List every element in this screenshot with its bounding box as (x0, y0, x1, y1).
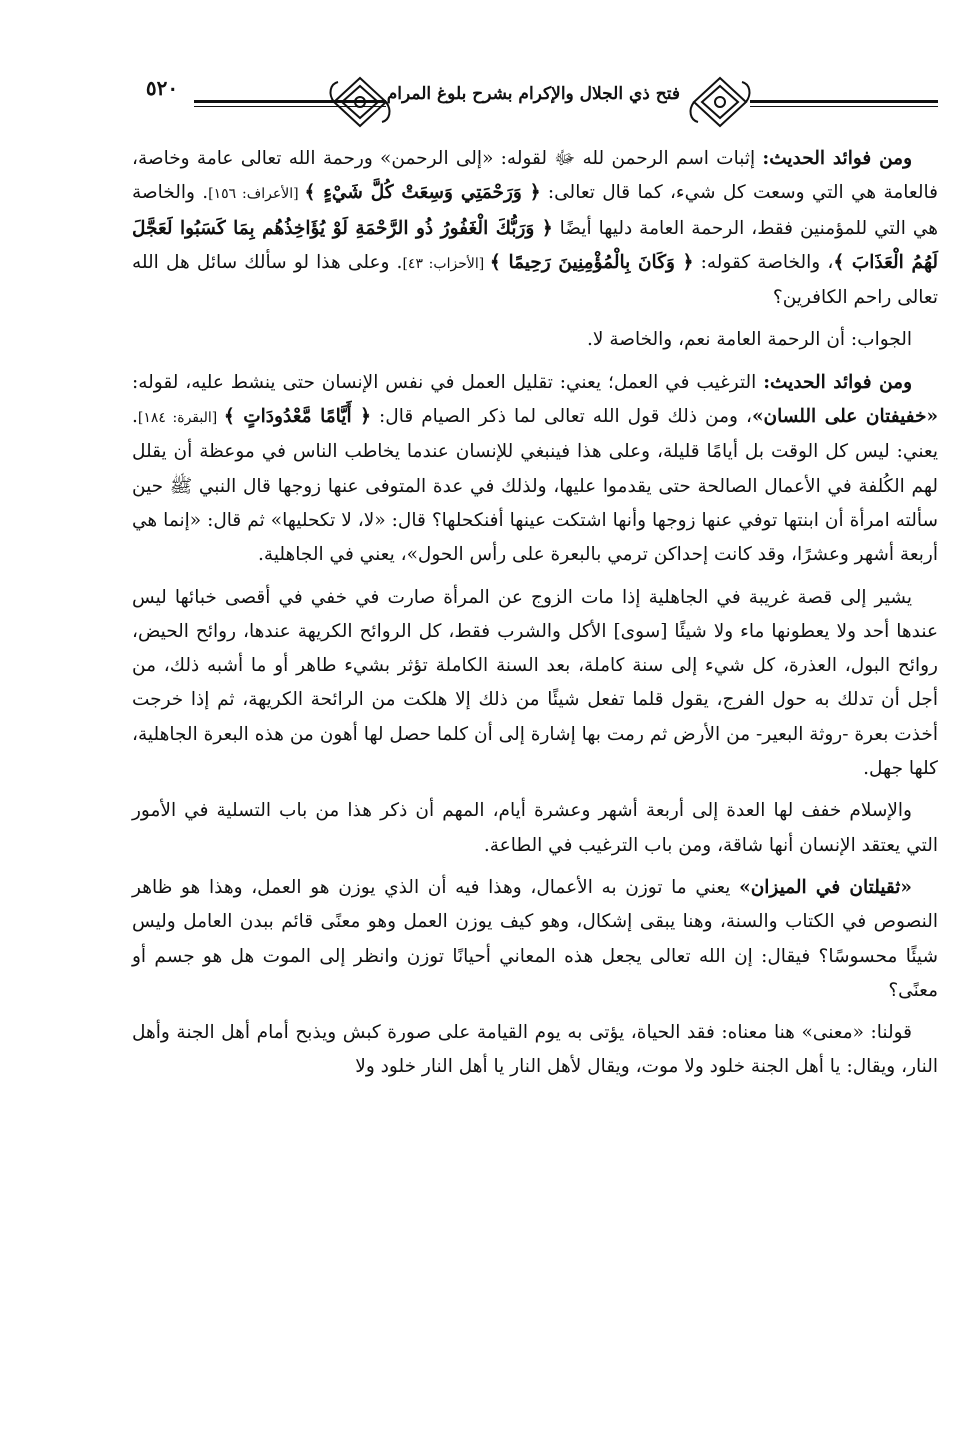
verse-reference: [البقرة: ١٨٤] (137, 410, 224, 427)
paragraph (132, 794, 938, 863)
quran-verse: ﴿ وَرَبُّكَ الْغَفُورُ ذُو الرَّحْمَةِ لَوْ يُؤَاخِذُهُم بِمَا كَسَبُوا لَعَجَّلَ لَهُمُ الْعَذَابَ ﴾ (132, 217, 939, 273)
paragraph-text: . وعلى هذا لو سألك سائل هل الله تعالى راحم الكافرين؟ (132, 251, 938, 309)
book-title: فتح ذي الجلال والإكرام بشرح بلوغ المرام (386, 84, 680, 104)
paragraph-text: إثبات اسم الرحمن لله ﷻ لقوله: «إلى الرحمن» ورحمة الله تعالى عامة وخاصة، فالعامة هي التي وسعت كل شيء، كما قال تعالى: (132, 148, 938, 204)
paragraph-text: ، ومن ذلك قول الله تعالى لما ذكر الصيام قال: (371, 406, 752, 428)
paragraph-text: الترغيب في العمل؛ يعني: تقليل العمل في نفس الإنسان حتى ينشط عليه، لقوله: (132, 371, 764, 393)
page-header (132, 62, 938, 132)
quran-verse: ﴿ وَرَحْمَتِي وَسِعَتْ كُلَّ شَيْءٍ ﴾ (304, 182, 541, 204)
verse-reference: [الأعراف: ١٥٦] (208, 186, 305, 203)
paragraph (132, 366, 938, 573)
page-number: ٥٢٠ (145, 76, 179, 100)
paragraph-lead: ومن فوائد الحديث: (762, 148, 913, 169)
paragraph (132, 1016, 938, 1085)
paragraph-text: الجواب: أن الرحمة العامة نعم، والخاصة لا. (587, 329, 912, 351)
paragraph-text: والإسلام خفف لها العدة إلى أربعة أشهر وعشرة أيام، المهم أن ذكر هذا من باب التسلية في الأمور التي يعتقد الإنسان أنها شاقة، ومن باب الترغيب في الطاعة. (132, 800, 938, 856)
paragraph (132, 142, 938, 315)
paragraph-text: ، والخاصة كقوله: (693, 251, 834, 273)
quran-verse: ﴿ وَكَانَ بِالْمُؤْمِنِينَ رَحِيمًا ﴾ (489, 251, 694, 273)
paragraph-lead: «ثقيلتان في الميزان» (739, 876, 912, 898)
paragraph (132, 871, 938, 1008)
paragraph-text: قولنا: «معنى» هنا معناه: فقد الحياة، يؤتى به يوم القيامة على صورة كبش ويذبح أمام أهل الجنة وأهل النار، ويقال: يا أهل الجنة خلود ولا موت، ويقال لأهل النار يا أهل النار خلود ولا (132, 1022, 938, 1078)
quran-verse: ﴿ أَيَّامًا مَّعْدُودَاتٍ ﴾ (223, 406, 372, 428)
paragraph-lead: ومن فوائد الحديث: (763, 371, 913, 393)
paragraph-text: يشير إلى قصة غريبة في الجاهلية إذا مات الزوج عن المرأة صارت في خفي في أقصى خبائها ليس عندها أحد ولا يعطونها ماء ولا شيئًا [سوى] الأكل والشرب فقط، كل الروائح الكريهة عندها، روائح الحيض، روائح البول، العذرة، كل شيء إلى سنة كاملة، بعد السنة الكاملة تؤثر بشيء طاهر أو ما أشبه ذلك، من أجل أن تدلك به حول الفرج، يقول قلما تفعل شيئًا من ذلك إلا هلكت من الرائحة الكريهة، ثم إذا خرجت أخذت بعرة -روثة البعير- من الأرض ثم رمت بها إشارة إلى أن كلما حصل لها أهون من هذه البعرة الجاهلية، كلها جهل. (132, 586, 938, 780)
ornament-right-icon (688, 74, 752, 130)
hadith-quote: «خفيفتان على اللسان» (751, 406, 939, 428)
verse-reference: [الأحزاب: ٤٣] (402, 255, 490, 272)
paragraph-text: . يعني: ليس كل الوقت بل أيامًا قليلة، وعلى هذا فينبغي للإنسان عندما يخاطب الناس في موعظة أن يقلل لهم الكُلفة في الأعمال الصالحة حتى يقدموا عليها، ولذلك في عدة المتوفى عنها زوجها قال النبي ﷺ حين سألته امرأة أن ابنتها توفي عنها زوجها وأنها اشتكت عينها أفنكحلها؟ قال: «لا، لا تكحليها» ثم قال: «إنما هي أربعة أشهر وعشرًا، وقد كانت إحداكن ترمي بالبعرة على رأس الحول»، يعني في الجاهلية. (132, 406, 938, 566)
paragraph (132, 323, 938, 357)
header-rule-right-thin (750, 106, 938, 107)
page-body (132, 142, 938, 1432)
paragraph (132, 581, 938, 787)
paragraph-text: يعني ما توزن به الأعمال، وهذا فيه أن الذي يوزن هو العمل، وهذا هو ظاهر النصوص في الكتاب والسنة، وهنا يبقى إشكال، وهو كيف يوزن العمل وهو معنًى قائم ببدن العامل وليس شيئًا محسوسًا؟ فيقال: إن الله تعالى يجعل هذه المعاني أحيانًا توزن وانظر إلى الموت هل هو جسم أو معنًى؟ (132, 876, 938, 1001)
ornament-left-icon (328, 74, 392, 130)
paragraph-text: . والخاصة هي التي للمؤمنين فقط، الرحمة العامة دليها أيضًا (132, 182, 938, 239)
header-rule-right (750, 100, 938, 103)
